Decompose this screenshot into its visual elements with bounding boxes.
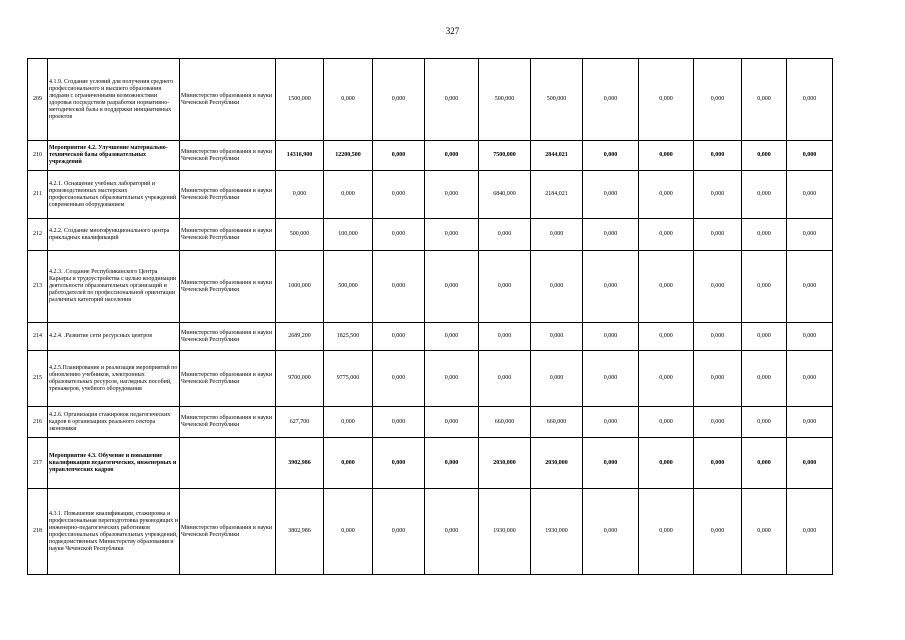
funding-value: 500,000 xyxy=(276,219,324,251)
table-row xyxy=(28,141,876,171)
funding-value: 0,000 xyxy=(639,59,694,141)
funding-value: 0,000 xyxy=(694,489,742,575)
funding-value: 0,000 xyxy=(583,251,639,323)
funding-value: 2689,200 xyxy=(276,323,324,351)
funding-value: 0,000 xyxy=(425,251,479,323)
funding-value: 0,000 xyxy=(694,171,742,219)
funding-value: 0,000 xyxy=(639,407,694,438)
funding-value: 0,000 xyxy=(425,219,479,251)
table-row xyxy=(28,489,876,575)
funding-value: 0,000 xyxy=(425,407,479,438)
funding-value: 0,000 xyxy=(531,219,583,251)
funding-value: 0,000 xyxy=(694,59,742,141)
funding-value: 0,000 xyxy=(324,171,373,219)
funding-value: 0,000 xyxy=(742,219,787,251)
funding-value: 0,000 xyxy=(742,351,787,407)
funding-value: 0,000 xyxy=(531,323,583,351)
measure-name: 4.2.3. .Создание Республиканского Центра Карьеры и трудоустройства с целью координации деятельности образовательных организаций и работодателей по профессиональной ориентации различных категорий населения xyxy=(48,251,180,323)
funding-value: 0,000 xyxy=(742,407,787,438)
funding-value: 0,000 xyxy=(787,489,833,575)
funding-value: 0,000 xyxy=(694,251,742,323)
measure-name: 4.1.9. Создание условий для получения среднего профессионального и высшего образования людьми с ограниченными возможностями здоровья посредством разработки нормативно-методической базы и поддержки инициативных проектов xyxy=(48,59,180,141)
funding-value: 0,000 xyxy=(694,141,742,171)
funding-value: 0,000 xyxy=(373,438,425,489)
funding-value: 0,000 xyxy=(324,407,373,438)
funding-value: 0,000 xyxy=(787,219,833,251)
row-number: 211 xyxy=(28,171,48,219)
row-number: 216 xyxy=(28,407,48,438)
funding-value: 1930,000 xyxy=(531,489,583,575)
funding-value: 1825,500 xyxy=(324,323,373,351)
funding-value: 500,000 xyxy=(479,59,531,141)
funding-value: 0,000 xyxy=(531,251,583,323)
funding-value: 7500,000 xyxy=(479,141,531,171)
funding-value: 0,000 xyxy=(583,407,639,438)
funding-value: 0,000 xyxy=(425,489,479,575)
table-row xyxy=(28,351,876,407)
page-number: 327 xyxy=(445,26,460,36)
measure-name: Мероприятие 4.2. Улучшение материально-технической базы образовательных учреждений xyxy=(48,141,180,171)
funding-value: 0,000 xyxy=(639,489,694,575)
funding-value: 0,000 xyxy=(639,141,694,171)
funding-value: 0,000 xyxy=(425,59,479,141)
funding-value: 100,000 xyxy=(324,219,373,251)
funding-value: 0,000 xyxy=(373,407,425,438)
measure-name: 4.2.6. Организация стажировок педагогических кадров в организациях реального сектора экономики xyxy=(48,407,180,438)
funding-value: 0,000 xyxy=(787,59,833,141)
funding-value: 2844,021 xyxy=(531,141,583,171)
funding-value: 0,000 xyxy=(583,219,639,251)
funding-value: 0,000 xyxy=(583,351,639,407)
measure-name: 4.2.5.Планирование и реализация мероприятий по обновлению учебников, электронных образовательных ресурсов, наглядных пособий, тренажеров, учебного оборудования xyxy=(48,351,180,407)
funding-value: 9775,000 xyxy=(324,351,373,407)
funding-value: 0,000 xyxy=(425,351,479,407)
funding-value: 0,000 xyxy=(373,141,425,171)
measure-name: 4.3.1. Повышение квалификации, стажировка и профессиональная переподготовка руководящих и инженерно-педагогических работников профессиональных образовательных учреждений, подведомственных Министерству образования и науки Чеченской Республики xyxy=(48,489,180,575)
funding-value: 2184,021 xyxy=(531,171,583,219)
funding-value: 0,000 xyxy=(694,219,742,251)
funding-value: 1500,000 xyxy=(276,59,324,141)
responsible-organization: Министерство образования и науки Чеченской Республики xyxy=(180,351,276,407)
funding-value: 0,000 xyxy=(583,171,639,219)
row-number: 210 xyxy=(28,141,48,171)
funding-value: 0,000 xyxy=(583,141,639,171)
funding-value: 0,000 xyxy=(639,351,694,407)
responsible-organization: Министерство образования и науки Чеченской Республики xyxy=(180,171,276,219)
row-number: 213 xyxy=(28,251,48,323)
table-row xyxy=(28,219,876,251)
funding-value: 0,000 xyxy=(787,171,833,219)
funding-value: 0,000 xyxy=(479,351,531,407)
measure-name: 4.2.2. Создание многофункционального центра прикладных квалификаций xyxy=(48,219,180,251)
row-number: 217 xyxy=(28,438,48,489)
funding-value: 0,000 xyxy=(583,323,639,351)
funding-value: 500,000 xyxy=(324,251,373,323)
funding-value: 2030,000 xyxy=(479,438,531,489)
responsible-organization: Министерство образования и науки Чеченской Республики xyxy=(180,141,276,171)
funding-value: 0,000 xyxy=(373,489,425,575)
funding-value: 0,000 xyxy=(639,219,694,251)
funding-value: 0,000 xyxy=(742,323,787,351)
row-number: 212 xyxy=(28,219,48,251)
funding-value: 0,000 xyxy=(787,141,833,171)
funding-value: 0,000 xyxy=(787,407,833,438)
funding-value: 0,000 xyxy=(742,438,787,489)
funding-value: 0,000 xyxy=(694,323,742,351)
responsible-organization: Министерство образования и науки Чеченской Республики xyxy=(180,323,276,351)
funding-value: 660,000 xyxy=(531,407,583,438)
funding-value: 0,000 xyxy=(787,438,833,489)
row-number: 209 xyxy=(28,59,48,141)
funding-value: 0,000 xyxy=(583,489,639,575)
funding-value: 0,000 xyxy=(425,438,479,489)
funding-value: 0,000 xyxy=(742,489,787,575)
table-row xyxy=(28,407,876,438)
table-body xyxy=(28,59,876,575)
funding-value: 3802,986 xyxy=(276,489,324,575)
funding-value: 0,000 xyxy=(742,171,787,219)
measure-name: 4.2.1. Оснащение учебных лабораторий и производственных мастерских профессиональных образовательных учреждений современным оборудованием xyxy=(48,171,180,219)
funding-value: 0,000 xyxy=(425,323,479,351)
funding-value: 500,000 xyxy=(531,59,583,141)
funding-value: 0,000 xyxy=(787,323,833,351)
funding-value: 0,000 xyxy=(324,489,373,575)
funding-value: 0,000 xyxy=(583,438,639,489)
responsible-organization: Министерство образования и науки Чеченской Республики xyxy=(180,59,276,141)
row-number: 215 xyxy=(28,351,48,407)
funding-value: 1930,000 xyxy=(479,489,531,575)
funding-value: 0,000 xyxy=(787,251,833,323)
funding-value: 0,000 xyxy=(425,171,479,219)
funding-value: 0,000 xyxy=(639,438,694,489)
funding-value: 0,000 xyxy=(373,171,425,219)
table-row xyxy=(28,438,876,489)
table-row xyxy=(28,251,876,323)
responsible-organization: Министерство образования и науки Чеченской Республики xyxy=(180,407,276,438)
funding-value: 0,000 xyxy=(583,59,639,141)
measure-name: Мероприятие 4.3. Обучение и повышение квалификации педагогических, инженерных и управленческих кадров xyxy=(48,438,180,489)
funding-value: 0,000 xyxy=(479,219,531,251)
funding-value: 3902,986 xyxy=(276,438,324,489)
measure-name: 4.2.4. .Развитие сети ресурсных центров xyxy=(48,323,180,351)
funding-value: 0,000 xyxy=(324,438,373,489)
funding-value: 0,000 xyxy=(694,351,742,407)
funding-value: 0,000 xyxy=(479,323,531,351)
funding-value: 0,000 xyxy=(373,351,425,407)
table-row xyxy=(28,59,876,141)
funding-value: 0,000 xyxy=(425,141,479,171)
table-row xyxy=(28,171,876,219)
funding-value: 14316,900 xyxy=(276,141,324,171)
funding-value: 0,000 xyxy=(531,351,583,407)
funding-value: 0,000 xyxy=(694,438,742,489)
funding-value: 2030,000 xyxy=(531,438,583,489)
table-row xyxy=(28,323,876,351)
funding-value: 0,000 xyxy=(373,323,425,351)
funding-value: 0,000 xyxy=(639,251,694,323)
funding-value: 627,700 xyxy=(276,407,324,438)
budget-table xyxy=(27,58,876,575)
responsible-organization: Министерство образования и науки Чеченской Республики xyxy=(180,489,276,575)
row-number: 218 xyxy=(28,489,48,575)
funding-value: 0,000 xyxy=(479,251,531,323)
funding-value: 1000,000 xyxy=(276,251,324,323)
funding-value: 0,000 xyxy=(694,407,742,438)
funding-value: 0,000 xyxy=(373,251,425,323)
funding-value: 0,000 xyxy=(373,219,425,251)
funding-value: 12200,500 xyxy=(324,141,373,171)
responsible-organization: Министерство образования и науки Чеченской Республики xyxy=(180,219,276,251)
responsible-organization xyxy=(180,438,276,489)
funding-value: 660,000 xyxy=(479,407,531,438)
responsible-organization: Министерство образования и науки Чеченской Республики xyxy=(180,251,276,323)
funding-value: 0,000 xyxy=(639,323,694,351)
funding-value: 0,000 xyxy=(742,59,787,141)
funding-value: 0,000 xyxy=(639,171,694,219)
funding-value: 0,000 xyxy=(742,251,787,323)
funding-value: 0,000 xyxy=(787,351,833,407)
funding-value: 0,000 xyxy=(373,59,425,141)
funding-value: 9700,000 xyxy=(276,351,324,407)
funding-value: 6840,000 xyxy=(479,171,531,219)
funding-value: 0,000 xyxy=(324,59,373,141)
row-number: 214 xyxy=(28,323,48,351)
funding-value: 0,000 xyxy=(276,171,324,219)
funding-value: 0,000 xyxy=(742,141,787,171)
